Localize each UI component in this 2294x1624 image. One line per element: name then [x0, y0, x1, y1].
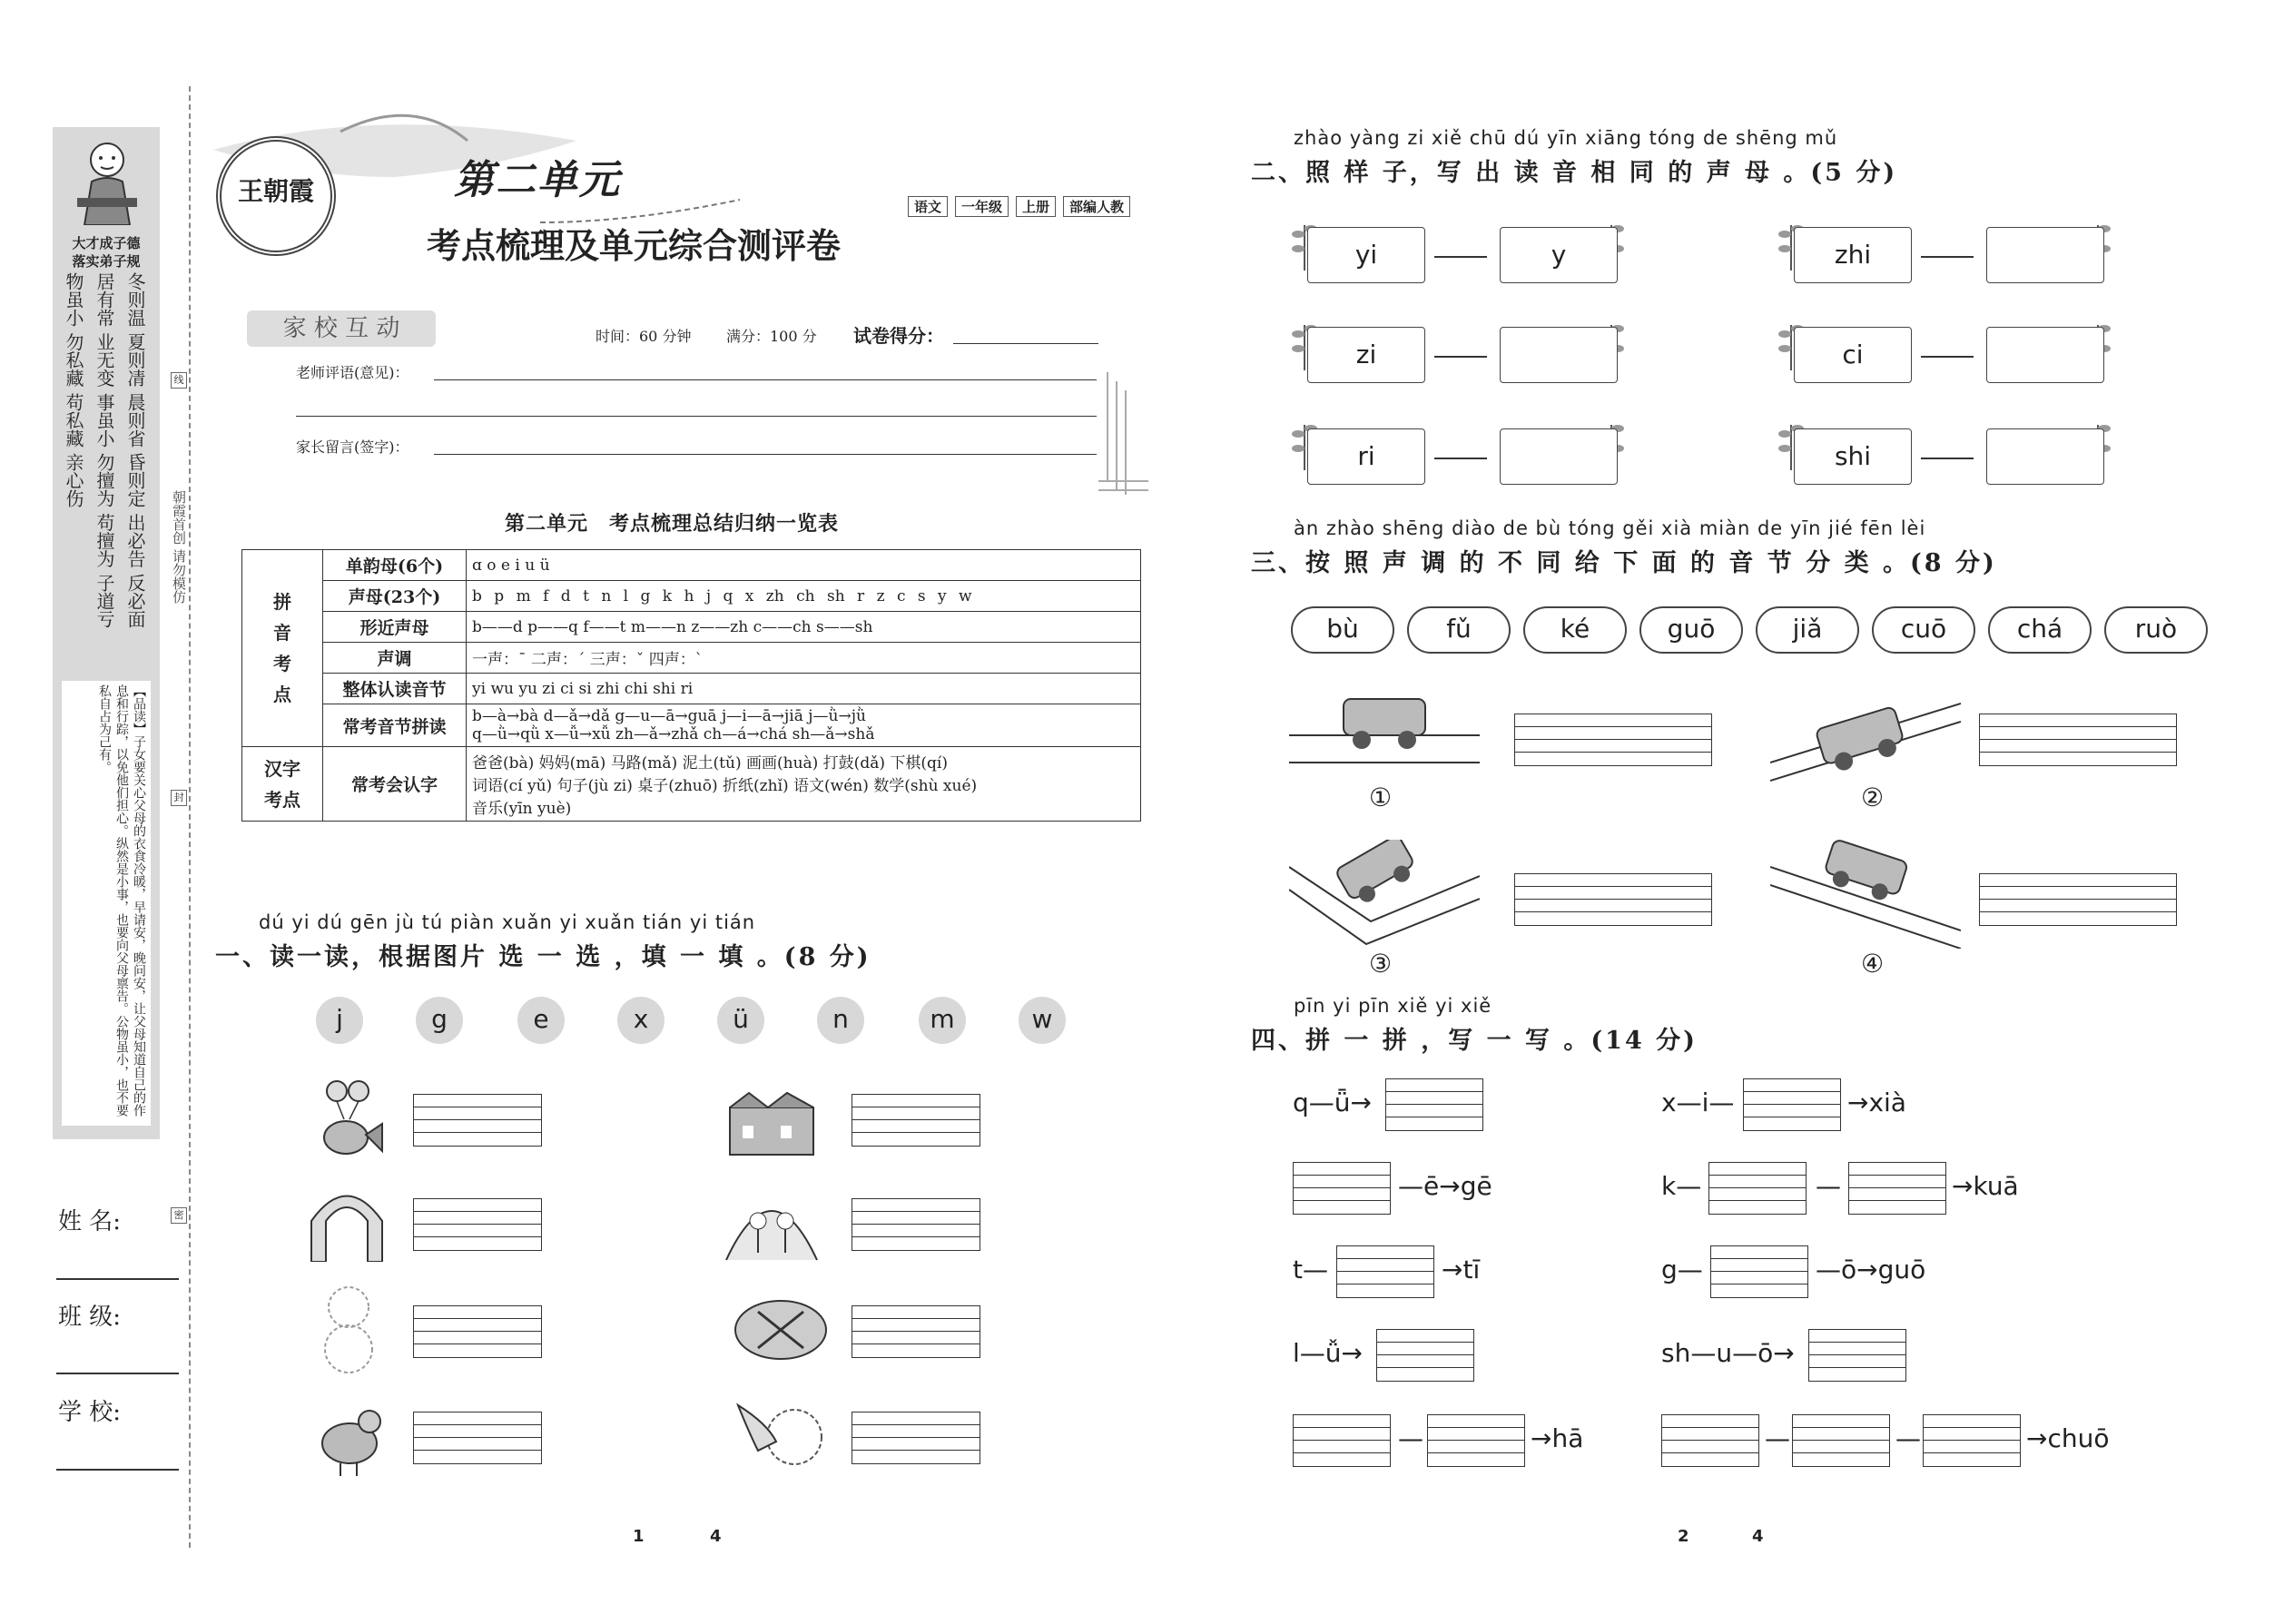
pinyin-writing-grid[interactable] [1979, 873, 2177, 928]
pinyin-writing-grid[interactable] [1848, 1162, 1946, 1216]
pinyin-writing-grid[interactable] [852, 1412, 980, 1466]
pinyin-writing-grid[interactable] [1385, 1078, 1483, 1133]
row-label: 形近声母 [323, 612, 467, 643]
row-label: 声调 [323, 643, 467, 674]
q4-pinyin: pīn yi pīn xiě yi xiě [1294, 995, 1492, 1017]
row-content: b——d p——q f——t m——n z——zh c——ch s——sh [467, 612, 1141, 643]
sidebar-panel [53, 127, 160, 1139]
row-content: 一声：ˉ 二声：ˊ 三声：ˇ 四声：ˋ [467, 643, 1141, 674]
spell-text: —ē→gē [1398, 1171, 1492, 1201]
syllable-cloud: fǔ [1407, 606, 1511, 654]
pinyin-writing-grid[interactable] [1710, 1245, 1808, 1300]
row-label: 常考会认字 [323, 747, 467, 822]
q4-title: 四、拼 一 拼 ，写 一 写 。(14 分) [1251, 1027, 1698, 1055]
name-field[interactable] [56, 1278, 179, 1280]
syllable-cloud: bù [1291, 606, 1394, 654]
spell-text: sh—u—ō→ [1661, 1338, 1795, 1368]
tag-edition: 部编人教 [1063, 196, 1130, 217]
sidebar-motto: 大才成子德 落实弟子规 [72, 235, 141, 270]
pinyin-writing-grid[interactable] [1427, 1414, 1525, 1469]
spell-text: k— [1661, 1171, 1702, 1201]
pinyin-writing-grid[interactable] [413, 1412, 542, 1466]
page-total: 4 [1752, 1527, 1764, 1546]
school-label: 学 校: [58, 1399, 122, 1426]
table-row [242, 747, 1141, 822]
option-circle: n [817, 997, 864, 1044]
full-score-label: 满分：100 分 [726, 328, 817, 345]
spell-text: l—ǚ→ [1293, 1338, 1363, 1368]
sidebar-note: 【品读】子女要关心父母的衣食冷暖，早请安，晚问安，让父母知道自己的作息和行踪，以免他们担心。纵然是小事，也要向父母禀告。公物虽小，也不要私自占为己有。 [62, 681, 151, 1126]
parent-note-label: 家长留言(签字)： [296, 438, 409, 456]
summary-table [241, 549, 1141, 822]
car-flat-road-icon [1289, 690, 1480, 781]
score-field[interactable] [953, 343, 1098, 344]
spell-text: q—ǖ→ [1293, 1088, 1372, 1117]
pair-dash [1921, 356, 1974, 358]
table-row [242, 550, 1141, 581]
option-circle: m [919, 997, 966, 1044]
table-row [242, 612, 1141, 643]
syllable-box: ri [1307, 428, 1425, 485]
pair-dash [1921, 256, 1974, 258]
option-circle: e [517, 997, 565, 1044]
q3-pinyin: àn zhào shēng diào de bù tóng gěi xià miàn de yīn jié fēn lèi [1294, 517, 1926, 539]
copyright-note: 朝霞首创 请勿模仿 [171, 490, 187, 604]
unit-title: 第二单元 [454, 157, 621, 203]
number-outline-icon [310, 1278, 388, 1378]
spell-text: — [1398, 1423, 1423, 1453]
children-arch-icon [722, 1180, 822, 1262]
cut-line [189, 86, 191, 1548]
answer-box[interactable] [1500, 327, 1618, 383]
syllable-cloud: ruò [2104, 606, 2208, 654]
spell-text: — [1895, 1423, 1921, 1453]
name-label: 姓 名: [58, 1208, 122, 1235]
pinyin-writing-grid[interactable] [1979, 714, 2177, 768]
school-field[interactable] [56, 1469, 179, 1471]
time-label: 时间：60 分钟 [596, 328, 692, 345]
paper-title: 考点梳理及单元综合测评卷 [427, 225, 842, 266]
pinyin-writing-grid[interactable] [1708, 1162, 1807, 1216]
table-row [242, 581, 1141, 612]
spell-text: x—i— [1661, 1088, 1735, 1117]
syllable-cloud: jiǎ [1756, 606, 1859, 654]
pinyin-writing-grid[interactable] [413, 1094, 542, 1148]
row-content: 爸爸(bà) 妈妈(mā) 马路(mǎ) 泥土(tǔ) 画画(huà) 打鼓(dǎ) 下棋(qí) 词语(cí yǔ) 句子(jù zi) 桌子(zhuō) 折纸(zhǐ) 语文(wén) 数学(shù xué) 音乐(yīn yuè) [467, 747, 1141, 822]
spell-text: →chuō [2026, 1423, 2110, 1453]
teacher-comment-field[interactable] [434, 379, 1097, 380]
q1-pinyin: dú yi dú gēn jù tú piàn xuǎn yi xuǎn tián yi tián [259, 911, 756, 933]
row-content: b—à→bà d—ǎ→dǎ g—u—ā→guā j—i—ā→jiā j—ǜ→jǜ q—ǜ→qǜ x—ǚ→xǚ zh—ǎ→zhǎ ch—á→chá sh—ǎ→shǎ [467, 704, 1141, 747]
fold-mark: 线 [171, 372, 187, 389]
answer-box[interactable] [1986, 428, 2104, 485]
row-label: 整体认读音节 [323, 674, 467, 704]
table-row [242, 674, 1141, 704]
syllable-box: ci [1794, 327, 1912, 383]
option-circle: ü [717, 997, 764, 1044]
fold-mark: 密 [171, 1207, 187, 1224]
pinyin-writing-grid[interactable] [413, 1305, 542, 1360]
syllable-cloud: chá [1988, 606, 2092, 654]
row-label: 常考音节拼读 [323, 704, 467, 747]
table-row [242, 704, 1141, 747]
fold-mark: 封 [171, 790, 187, 806]
syllable-box: zhi [1794, 227, 1912, 283]
teacher-comment-label: 老师评语(意见)： [296, 364, 409, 381]
table-row [242, 643, 1141, 674]
spell-text: — [1765, 1423, 1790, 1453]
class-field[interactable] [56, 1373, 179, 1374]
course-tags [908, 196, 1137, 217]
option-circle: g [416, 997, 463, 1044]
publisher-logo: 王朝霞 [216, 136, 336, 256]
pinyin-writing-grid[interactable] [852, 1094, 980, 1148]
row-content: b p m f d t n l g k h j q x zh ch sh r z c s y w [467, 581, 1141, 612]
tone-number: ④ [1861, 949, 1885, 979]
page-number: 2 [1678, 1527, 1689, 1546]
pinyin-writing-grid[interactable] [1293, 1162, 1391, 1216]
syllable-cloud: ké [1523, 606, 1627, 654]
dove-wreath-icon [731, 1387, 831, 1473]
pinyin-writing-grid[interactable] [852, 1198, 980, 1253]
category-hanzi: 汉字考点 [242, 747, 323, 822]
summary-title: 第二单元 考点梳理总结归纳一览表 [505, 512, 840, 536]
pinyin-writing-grid[interactable] [1336, 1245, 1434, 1300]
row-content: ɑ o e i u ü [467, 550, 1141, 581]
row-label: 单韵母(6个) [323, 550, 467, 581]
cartoon-figure-icon [75, 134, 139, 225]
row-content: yi wu yu zi ci si zhi chi shi ri [467, 674, 1141, 704]
page-total: 4 [710, 1527, 722, 1546]
pinyin-writing-grid[interactable] [1514, 714, 1712, 768]
class-label: 班 级: [58, 1304, 122, 1331]
answer-box[interactable] [1500, 428, 1618, 485]
pinyin-writing-grid[interactable] [852, 1305, 980, 1360]
tag-volume: 上册 [1016, 196, 1056, 217]
corner-lines [1098, 372, 1153, 499]
tone-number: ③ [1369, 949, 1393, 979]
parent-note-field[interactable] [434, 454, 1097, 455]
pinyin-writing-grid[interactable] [413, 1198, 542, 1253]
spell-text: — [1816, 1171, 1841, 1201]
home-school-banner: 家 校 互 动 [247, 310, 436, 347]
pinyin-writing-grid[interactable] [1514, 873, 1712, 928]
car-downhill-road-icon [1770, 840, 1961, 949]
category-pinyin: 拼音考点 [242, 550, 323, 747]
answer-box[interactable] [1986, 227, 2104, 283]
option-circle: j [316, 997, 363, 1044]
syllable-box: zi [1307, 327, 1425, 383]
row-label: 声母(23个) [323, 581, 467, 612]
page-number: 1 [633, 1527, 645, 1546]
tag-subject: 语文 [908, 196, 948, 217]
q2-pinyin: zhào yàng zi xiě chū dú yīn xiāng tóng de shēng mǔ [1294, 127, 1838, 149]
spell-text: →hā [1531, 1423, 1584, 1453]
q3-title: 三、按 照 声 调 的 不 同 给 下 面 的 音 节 分 类 。(8 分) [1251, 549, 1997, 577]
tone-number: ① [1369, 782, 1393, 812]
answer-box[interactable]: y [1500, 227, 1618, 283]
sidebar-poem: 冬则温 夏则凊 晨则省 昏则定 出必告 反必面 居有常 业无变 事虽小 勿擅为 苟擅为 子道亏 物虽小 勿私藏 苟私藏 亲心伤 [63, 272, 146, 628]
teacher-comment-field-2[interactable] [296, 416, 1097, 417]
pair-dash [1434, 256, 1487, 258]
pinyin-writing-grid[interactable] [1808, 1329, 1906, 1383]
score-label: 试卷得分： [853, 325, 944, 347]
pair-dash [1921, 458, 1974, 459]
tone-number: ② [1861, 782, 1885, 812]
car-uphill-road-icon [1770, 690, 1961, 790]
fish-balloons-icon [313, 1078, 386, 1160]
spell-text: g— [1661, 1255, 1703, 1284]
pinyin-writing-grid[interactable] [1293, 1414, 1391, 1469]
houses-icon [726, 1089, 817, 1157]
pinyin-writing-grid[interactable] [1376, 1329, 1474, 1383]
syllable-cloud: guō [1639, 606, 1743, 654]
spell-text: →tī [1442, 1255, 1481, 1284]
hen-icon [313, 1387, 386, 1478]
spell-text: →xià [1847, 1088, 1906, 1117]
syllable-cloud: cuō [1872, 606, 1975, 654]
car-dip-road-icon [1289, 840, 1480, 949]
spell-text: →kuā [1952, 1171, 2019, 1201]
q1-title: 一、读一读，根据图片 选 一 选 ，填 一 填 。(8 分) [215, 943, 871, 971]
pair-dash [1434, 458, 1487, 459]
pinyin-writing-grid[interactable] [1923, 1414, 2021, 1469]
syllable-box: shi [1794, 428, 1912, 485]
pinyin-writing-grid[interactable] [1792, 1414, 1890, 1469]
pinyin-writing-grid[interactable] [1743, 1078, 1841, 1133]
answer-box[interactable] [1986, 327, 2104, 383]
option-circle: x [617, 997, 665, 1044]
basket-icon [731, 1294, 831, 1366]
spell-text: —ō→guō [1816, 1255, 1926, 1284]
pair-dash [1434, 356, 1487, 358]
spell-text: t— [1293, 1255, 1328, 1284]
option-circle: w [1019, 997, 1066, 1044]
pinyin-writing-grid[interactable] [1661, 1414, 1759, 1469]
q2-title: 二、照 样 子，写 出 读 音 相 同 的 声 母 。(5 分) [1251, 159, 1898, 187]
tag-grade: 一年级 [955, 196, 1009, 217]
syllable-box: yi [1307, 227, 1425, 283]
arch-gate-icon [304, 1180, 390, 1262]
